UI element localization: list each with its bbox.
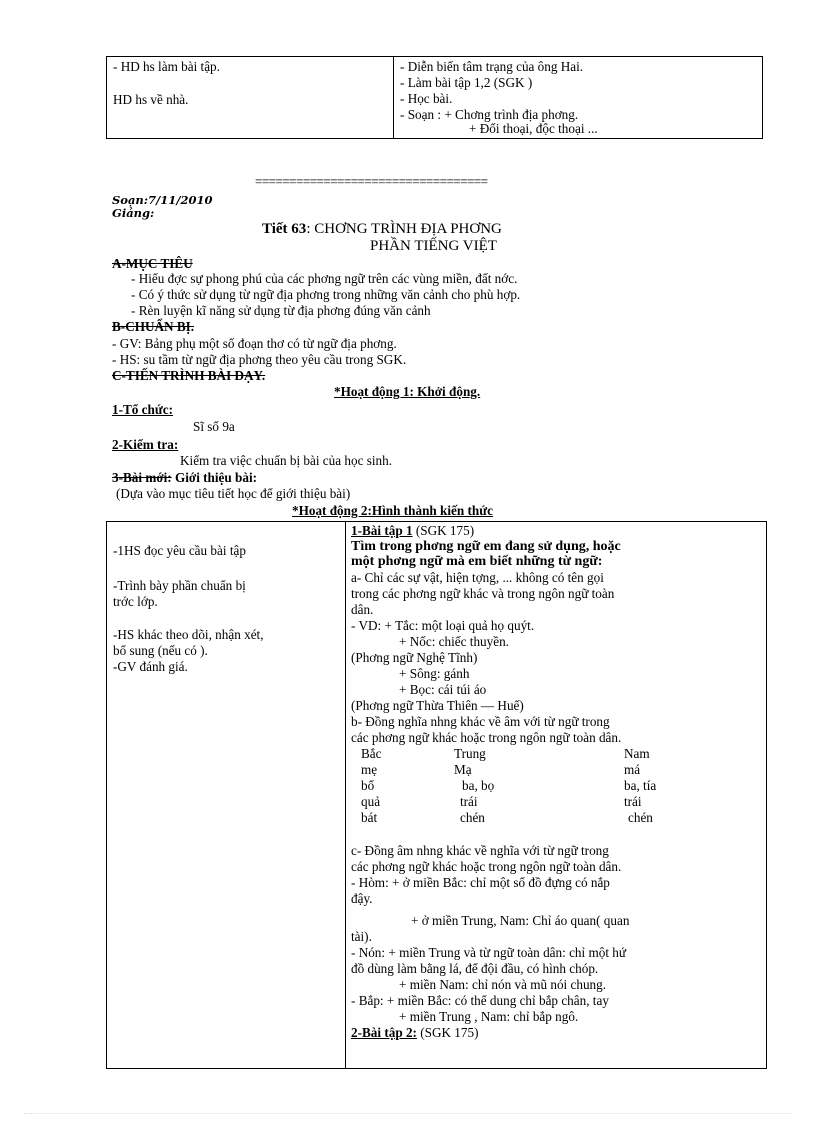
dialect-cell: ba, bọ (462, 778, 495, 793)
part-c-line: đậy. (351, 891, 373, 906)
procedure-heading: C-TIẾN TRÌNH BÀI DẠY. (112, 368, 266, 383)
part-b-line: các phơng ngữ khác hoặc trong ngôn ngữ toàn dân. (351, 730, 622, 745)
dialect-header-north: Bắc (361, 746, 382, 761)
main-table-right-cell (346, 522, 767, 1069)
student-activity: -Trình bày phần chuẩn bị (113, 578, 246, 593)
part-a-line: trong các phơng ngữ khác và trong ngôn ngữ toàn (351, 586, 615, 601)
part-c-line: - Nón: + miền Trung và từ ngữ toàn dân: chỉ một hứ (351, 945, 627, 960)
preparation-item: - HS: su tầm từ ngữ địa phơng theo yêu cầu trong SGK. (112, 352, 407, 367)
exercise-1-ref: (SGK 175) (412, 523, 475, 538)
part-a-line: - VD: + Tắc: một loại quả họ quýt. (351, 618, 535, 633)
student-activity: bổ sung (nếu có ). (113, 643, 208, 658)
page-bottom-border (24, 1113, 792, 1114)
dialect-cell: chén (628, 810, 653, 825)
part-a-line: + Sông: gánh (399, 666, 470, 681)
lesson-title-text: : CHƠNG TRÌNH ĐỊA PHƠNG (306, 221, 502, 237)
objectives-heading: A-MỤC TIÊU (112, 256, 193, 271)
part-a-line: + Nốc: chiếc thuyền. (399, 634, 509, 649)
separator-line: ================================== (255, 174, 488, 189)
main-table-left-cell (107, 522, 346, 1069)
student-activity: trớc lớp. (113, 594, 158, 609)
dialect-header-south: Nam (624, 746, 650, 761)
content-line: - Học bài. (400, 91, 453, 106)
dialect-cell: bát (361, 810, 378, 825)
exercise-1-task: Tìm trong phơng ngữ em đang sử dụng, hoặc (351, 539, 621, 554)
exercise-1-label: 1-Bài tập 1 (351, 523, 413, 538)
activity-1-heading: *Hoạt động 1: Khởi động. (334, 384, 481, 399)
part-c-line: - Hòm: + ở miền Bắc: chỉ một số đồ đựng có nắp (351, 875, 610, 890)
teacher-activity-homework: - HD hs làm bài tập. (113, 59, 220, 74)
organization-heading: 1-Tổ chức: (112, 402, 174, 417)
top-table-left-cell (107, 57, 394, 139)
exercise-1-task: một phơng ngữ mà em biết những từ ngữ: (351, 554, 603, 569)
student-activity: -GV đánh giá. (113, 659, 188, 674)
student-activity: -1HS đọc yêu cầu bài tập (113, 543, 246, 558)
content-line: - Làm bài tập 1,2 (SGK ) (400, 75, 533, 90)
lesson-number: Tiết 63 (262, 221, 307, 237)
dialect-cell: quả (361, 794, 381, 809)
part-c-line: + miền Trung , Nam: chỉ bắp ngô. (399, 1009, 579, 1024)
content-line: - Soạn : + Chơng trình địa phơng. (400, 107, 579, 122)
dialect-cell: bố (361, 778, 375, 793)
new-lesson-intro: Giới thiệu bài: (171, 470, 258, 485)
new-lesson-text: (Dựa vào mục tiêu tiết học để giới thiệu bài) (116, 486, 351, 501)
check-text: Kiểm tra việc chuẩn bị bài của học sinh. (180, 453, 393, 468)
part-c-line: đồ dùng làm bằng lá, để đội đầu, có hình chóp. (351, 961, 599, 976)
content-line: + Đối thoại, độc thoại ... (469, 121, 598, 136)
lesson-title (262, 222, 502, 236)
part-a-line: (Phơng ngữ Thừa Thiên — Huế) (351, 698, 524, 713)
dialect-cell: chén (460, 810, 485, 825)
main-table (106, 521, 767, 1069)
objective-item: - Hiểu đợc sự phong phú của các phơng ngữ trên các vùng miền, đất nớc. (131, 271, 518, 286)
part-a-line: + Bọc: cái túi áo (399, 682, 487, 697)
content-line: - Diễn biến tâm trạng của ông Hai. (400, 59, 584, 74)
activity-2-heading: *Hoạt động 2:Hình thành kiến thức (292, 503, 494, 518)
dialect-cell: má (624, 762, 641, 777)
exercise-2-ref: (SGK 175) (416, 1025, 479, 1040)
part-a-line: (Phơng ngữ Nghệ Tĩnh) (351, 650, 478, 665)
objective-item: - Rèn luyện kĩ năng sử dụng từ địa phơng đúng văn cảnh (131, 303, 431, 318)
exercise-2-heading (351, 1026, 478, 1040)
exercise-2-label: 2-Bài tập 2: (351, 1025, 417, 1040)
lesson-subtitle: PHẦN TIẾNG VIỆT (370, 238, 497, 254)
exercise-1-heading (351, 524, 474, 538)
part-c-line: các phơng ngữ khác hoặc trong ngôn ngữ toàn dân. (351, 859, 622, 874)
preparation-heading: B-CHUẨN BỊ. (112, 319, 195, 334)
dialect-cell: mẹ (361, 762, 378, 777)
part-c-line: - Bắp: + miền Bắc: có thể dung chỉ bắp chân, tay (351, 993, 609, 1008)
teach-date: Giảng: (112, 206, 155, 220)
student-activity: -HS khác theo dõi, nhận xét, (113, 627, 264, 642)
part-c-line: c- Đồng âm nhng khác về nghĩa với từ ngữ trong (351, 843, 609, 858)
top-table-right-cell (394, 57, 763, 139)
dialect-cell: Mạ (454, 762, 472, 777)
part-c-line: + ở miền Trung, Nam: Chỉ áo quan( quan (411, 913, 630, 928)
prep-date: Soạn:7/11/2010 (112, 193, 213, 207)
dialect-cell: trái (624, 794, 642, 809)
class-attendance: Sĩ số 9a (193, 419, 235, 434)
dialect-cell: trái (460, 794, 478, 809)
top-table (106, 56, 763, 139)
check-heading: 2-Kiểm tra: (112, 437, 179, 452)
teacher-activity-home: HD hs về nhà. (113, 92, 189, 107)
part-a-line: a- Chỉ các sự vật, hiện tợng, ... không có tên gọi (351, 570, 604, 585)
new-lesson-label: 3-Bài mới: (112, 470, 172, 485)
preparation-item: - GV: Bảng phụ một số đoạn thơ có từ ngữ địa phơng. (112, 336, 397, 351)
part-c-line: + miền Nam: chỉ nón và mũ nói chung. (399, 977, 607, 992)
dialect-header-central: Trung (454, 746, 486, 761)
new-lesson-heading (112, 471, 257, 485)
part-c-line: tài). (351, 929, 372, 944)
part-b-line: b- Đồng nghĩa nhng khác về âm với từ ngữ trong (351, 714, 610, 729)
part-a-line: dân. (351, 602, 374, 617)
objective-item: - Có ý thức sử dụng từ ngữ địa phơng trong những văn cảnh cho phù hợp. (131, 287, 521, 302)
dialect-cell: ba, tía (624, 778, 657, 793)
